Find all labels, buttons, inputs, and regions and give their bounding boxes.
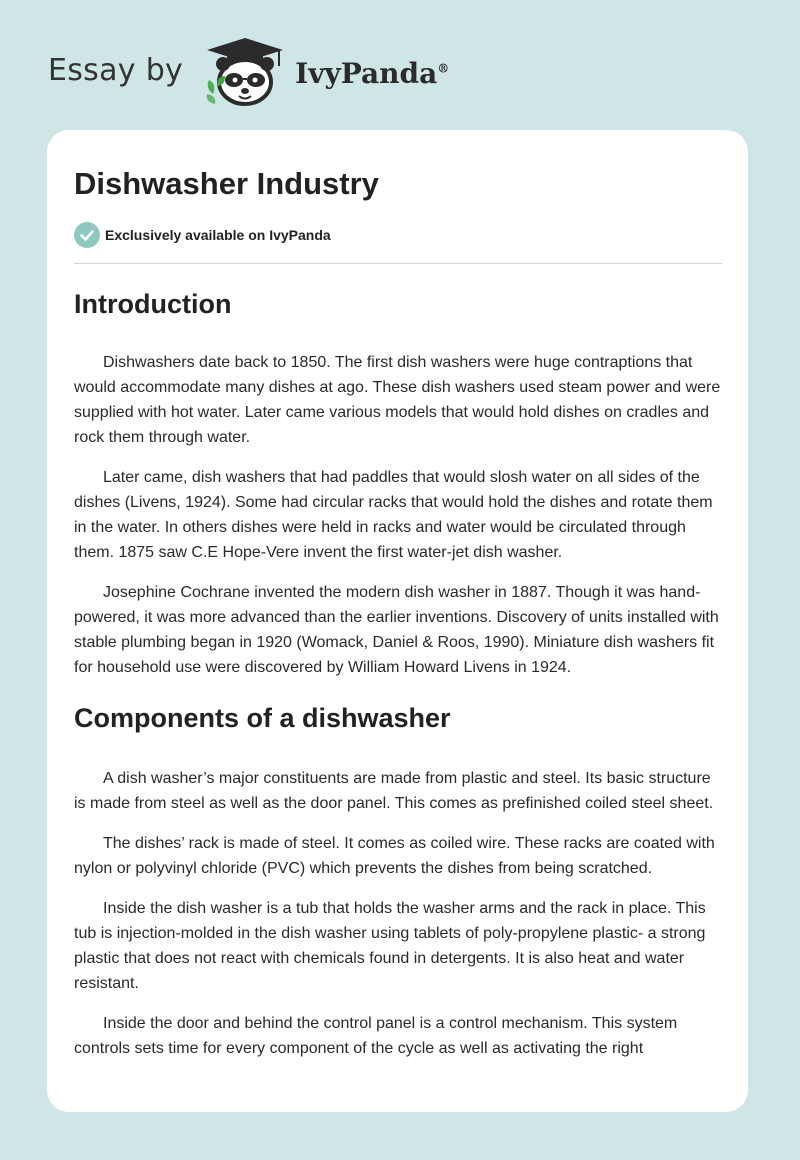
section-body-introduction	[74, 350, 722, 680]
divider	[74, 263, 722, 264]
registered-mark: ®	[437, 61, 450, 76]
section-body-components	[74, 766, 722, 1061]
essay-by-label: Essay by	[48, 52, 184, 88]
paragraph: The dishes’ rack is made of steel. It comes as coiled wire. These racks are coated with nylon or polyvinyl chloride (PVC) which prevents the dishes from being scratched.	[74, 835, 715, 877]
paragraph: Josephine Cochrane invented the modern dish washer in 1887. Though it was hand-powered, it was more advanced than the earlier inventions. Discovery of units installed with stable plumbing began in 1920 (Womack, Daniel & Roos, 1990). Miniature dish washers fit for household use were discovered by William Howard Livens in 1924.	[74, 584, 719, 676]
site-header	[48, 36, 449, 108]
article-title: Dishwasher Industry	[74, 166, 379, 201]
paragraph: Dishwashers date back to 1850. The first dish washers were huge contraptions that would accommodate many dishes at ago. These dish washers used steam power and were supplied with hot water. Later came various models that would hold dishes on cradles and rock them through water.	[74, 354, 721, 446]
article-card	[47, 130, 748, 1112]
exclusive-badge	[74, 222, 722, 248]
section-heading-components: Components of a dishwasher	[74, 703, 451, 733]
check-circle-icon	[74, 222, 100, 248]
paragraph: A dish washer’s major constituents are made from plastic and steel. Its basic structure is made from steel as well as the door panel. This comes as prefinished coiled steel sheet.	[74, 770, 714, 812]
section-heading-introduction: Introduction	[74, 289, 232, 319]
brand-name	[295, 57, 449, 90]
paragraph: Later came, dish washers that had paddles that would slosh water on all sides of the dishes (Livens, 1924). Some had circular racks that would hold the dishes and rotate them in the water. In others dishes were held in racks and water would be circulated through them. 1875 saw C.E Hope-Vere invent the first water-jet dish washer.	[74, 469, 713, 561]
ivypanda-logo-icon[interactable]	[199, 36, 291, 108]
paragraph: Inside the dish washer is a tub that holds the washer arms and the rack in place. This tub is injection-molded in the dish washer using tablets of poly-propylene plastic- a strong plastic that does not react with chemicals found in detergents. It is also heat and water resistant.	[74, 900, 706, 992]
brand-name-text: IvyPanda	[295, 56, 438, 90]
paragraph: Inside the door and behind the control panel is a control mechanism. This system controls sets time for every component of the cycle as well as activating the right	[74, 1015, 678, 1057]
exclusive-badge-text: Exclusively available on IvyPanda	[105, 227, 331, 243]
